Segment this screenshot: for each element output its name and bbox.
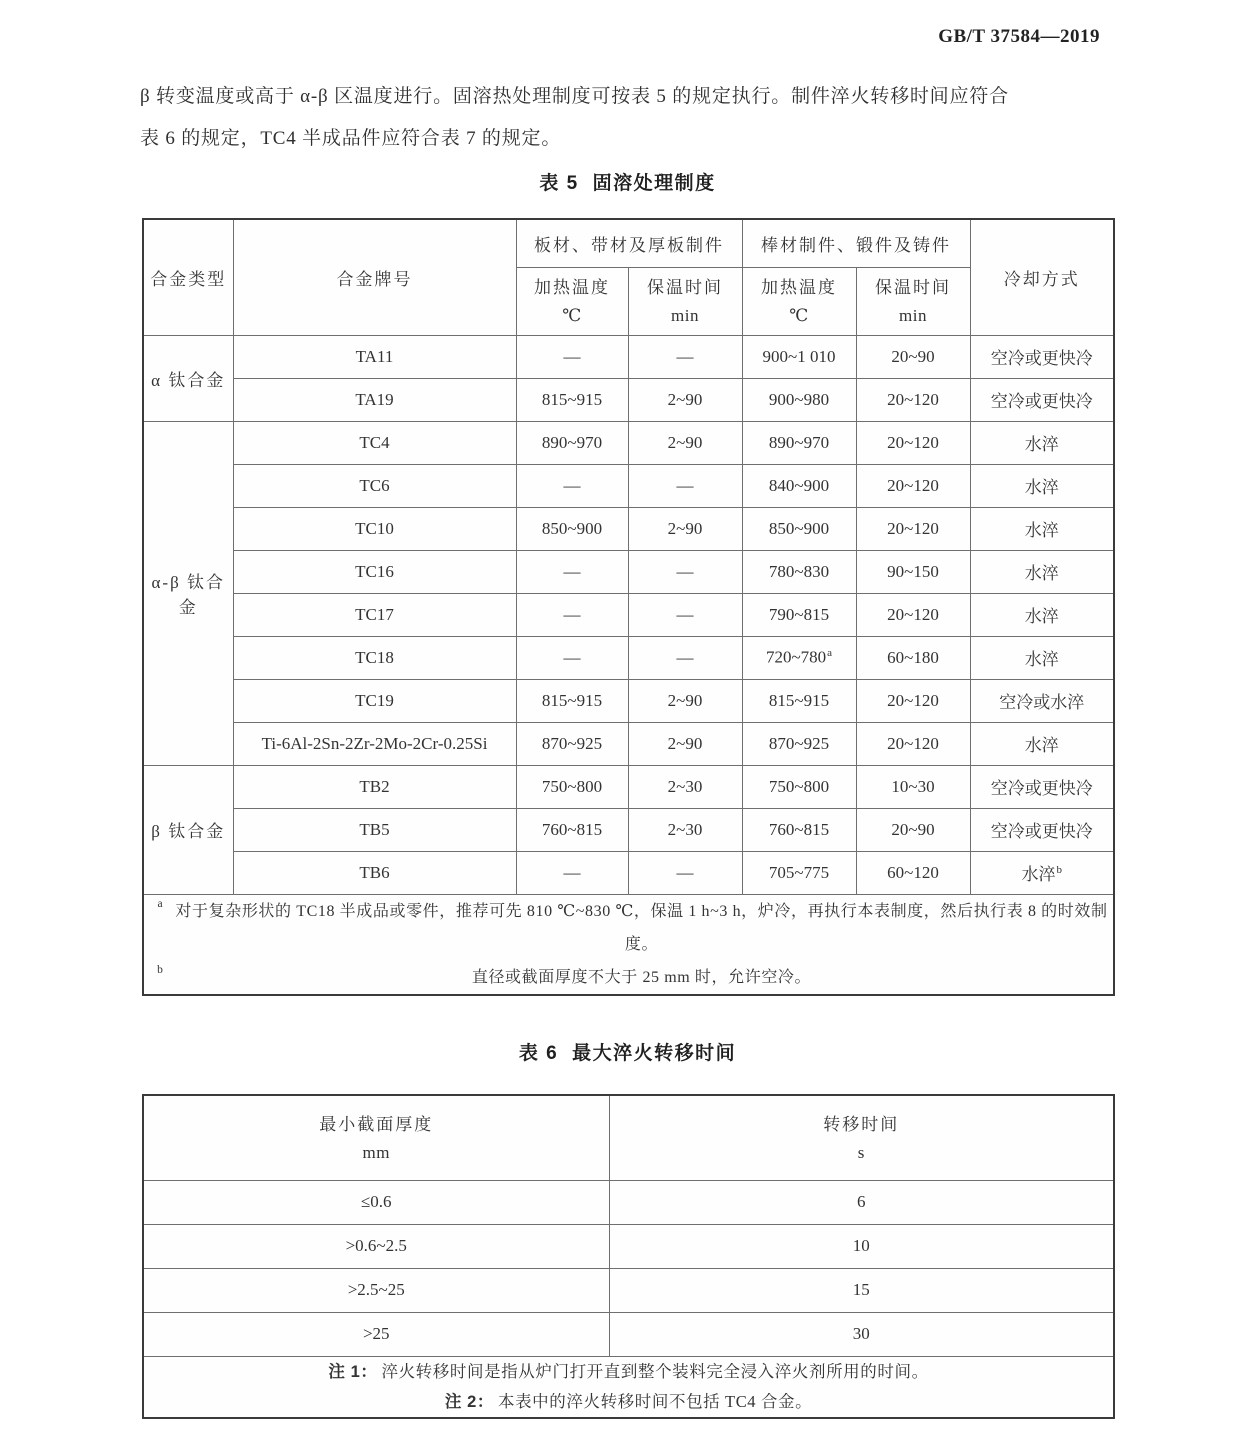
cooling-cell: 空冷或更快冷 — [970, 765, 1114, 808]
table5-footnotes — [143, 894, 1114, 995]
cooling-cell: 水淬 — [970, 636, 1114, 679]
alloy-grade-cell: TB5 — [233, 808, 516, 851]
table-row-ta11 — [143, 335, 1114, 378]
table-row-tc17 — [143, 593, 1114, 636]
sheet-time-cell: — — [628, 464, 742, 507]
alloy-grade-cell: TC10 — [233, 507, 516, 550]
thickness-unit-label: mm — [362, 1142, 390, 1162]
note-1-text: 淬火转移时间是指从炉门打开直到整个装料完全浸入淬火剂所用的时间。 — [381, 1361, 929, 1381]
note-2-text: 本表中的淬火转移时间不包括 TC4 合金。 — [497, 1391, 813, 1411]
header-sheet-heat-temp — [516, 267, 628, 335]
bar-temp-cell: 750~800 — [742, 765, 856, 808]
note-1 — [147, 1357, 1110, 1387]
bar-temp-cell: 815~915 — [742, 679, 856, 722]
sheet-temp-cell: — — [516, 550, 628, 593]
header-bar-hold-time — [856, 267, 970, 335]
bar-temp-cell: 900~980 — [742, 378, 856, 421]
cooling-cell: 水淬 — [970, 550, 1114, 593]
time-unit-label: min — [671, 306, 699, 325]
header-min-thickness — [143, 1095, 609, 1180]
header-sheet-hold-time — [628, 267, 742, 335]
sheet-time-cell: 2~90 — [628, 507, 742, 550]
table-row-tc10 — [143, 507, 1114, 550]
temp-unit-label: ℃ — [789, 306, 809, 325]
sheet-temp-cell: 870~925 — [516, 722, 628, 765]
heat-temp-label: 加热温度 — [534, 278, 610, 297]
alloy-grade-cell: TB2 — [233, 765, 516, 808]
header-group-bar: 棒材制件、锻件及铸件 — [742, 219, 970, 267]
table-row-tc19 — [143, 679, 1114, 722]
bar-temp-cell: 840~900 — [742, 464, 856, 507]
note-2 — [147, 1387, 1110, 1417]
bar-temp-cell: 780~830 — [742, 550, 856, 593]
bar-temp-cell: 790~815 — [742, 593, 856, 636]
sheet-temp-cell: — — [516, 593, 628, 636]
note-2-label: 注 2： — [444, 1392, 494, 1411]
table5 — [142, 218, 1115, 996]
alloy-grade-cell: TC6 — [233, 464, 516, 507]
thickness-cell: >2.5~25 — [143, 1268, 609, 1312]
cooling-cell: 空冷或更快冷 — [970, 335, 1114, 378]
footnote-a-text: 对于复杂形状的 TC18 半成品或零件，推荐可先 810 ℃~830 ℃，保温 1 h~3 h，炉冷，再执行本表制度，然后执行表 8 的时效制度。 — [175, 902, 1108, 953]
sheet-temp-cell: — — [516, 851, 628, 894]
alloy-grade-cell: TC16 — [233, 550, 516, 593]
sheet-time-cell: — — [628, 335, 742, 378]
bar-time-cell: 20~120 — [856, 679, 970, 722]
bar-temp-cell: 850~900 — [742, 507, 856, 550]
transfer-time-unit-label: s — [857, 1142, 865, 1162]
sheet-time-cell: — — [628, 636, 742, 679]
cooling-cell — [970, 851, 1114, 894]
cooling-cell: 水淬 — [970, 507, 1114, 550]
sheet-temp-cell: 750~800 — [516, 765, 628, 808]
sheet-time-cell: 2~90 — [628, 679, 742, 722]
table-row-ta19 — [143, 378, 1114, 421]
table-row-tb5 — [143, 808, 1114, 851]
intro-line-1: β 转变温度或高于 α-β 区温度进行。固溶热处理制度可按表 5 的规定执行。制件淬火转移时间应符合 — [140, 86, 1009, 107]
sheet-temp-cell: 815~915 — [516, 378, 628, 421]
note-1-label: 注 1： — [328, 1362, 378, 1381]
alloy-type-cell: β 钛合金 — [143, 765, 233, 894]
alloy-grade-cell: Ti-6Al-2Sn-2Zr-2Mo-2Cr-0.25Si — [233, 722, 516, 765]
intro-paragraph — [140, 76, 1118, 160]
footnote-b-marker: b — [157, 963, 163, 976]
bar-temp-cell: 705~775 — [742, 851, 856, 894]
header-cooling: 冷却方式 — [970, 219, 1114, 335]
sheet-temp-cell: — — [516, 464, 628, 507]
time-unit-label: min — [899, 306, 927, 325]
bar-time-cell: 20~120 — [856, 378, 970, 421]
sheet-time-cell: — — [628, 550, 742, 593]
sheet-temp-cell: 850~900 — [516, 507, 628, 550]
header-group-sheet: 板材、带材及厚板制件 — [516, 219, 742, 267]
alloy-grade-cell: TC17 — [233, 593, 516, 636]
cooling-cell: 水淬 — [970, 421, 1114, 464]
table6-header-row — [143, 1095, 1114, 1180]
header-alloy-type: 合金类型 — [143, 219, 233, 335]
hold-time-label: 保温时间 — [875, 278, 951, 297]
header-transfer-time — [609, 1095, 1114, 1180]
table6 — [142, 1094, 1115, 1419]
bar-time-cell: 20~120 — [856, 507, 970, 550]
heat-temp-label: 加热温度 — [761, 278, 837, 297]
bar-time-cell: 90~150 — [856, 550, 970, 593]
bar-temp-cell: 870~925 — [742, 722, 856, 765]
time-cell: 10 — [609, 1224, 1114, 1268]
thickness-cell: >25 — [143, 1312, 609, 1356]
bar-time-cell: 20~90 — [856, 808, 970, 851]
time-cell: 15 — [609, 1268, 1114, 1312]
sheet-temp-cell: — — [516, 335, 628, 378]
table6-notes — [143, 1356, 1114, 1418]
cooling-value: 水淬 — [1021, 865, 1056, 884]
table-row-tc18 — [143, 636, 1114, 679]
cooling-cell: 水淬 — [970, 464, 1114, 507]
thickness-cell: ≤0.6 — [143, 1180, 609, 1224]
thickness-label: 最小截面厚度 — [319, 1114, 434, 1134]
sheet-time-cell: — — [628, 851, 742, 894]
sheet-time-cell: 2~90 — [628, 421, 742, 464]
table-row-t6-1 — [143, 1180, 1114, 1224]
table-row-ti6al — [143, 722, 1114, 765]
temp-unit-label: ℃ — [562, 306, 582, 325]
sheet-temp-cell: 815~915 — [516, 679, 628, 722]
transfer-time-label: 转移时间 — [823, 1114, 900, 1134]
table-row-tb6 — [143, 851, 1114, 894]
bar-time-cell: 60~180 — [856, 636, 970, 679]
sheet-temp-cell: — — [516, 636, 628, 679]
cooling-cell: 水淬 — [970, 593, 1114, 636]
table5-title-number: 表 5 — [539, 173, 579, 194]
thickness-cell: >0.6~2.5 — [143, 1224, 609, 1268]
table-row-t6-3 — [143, 1268, 1114, 1312]
table-row-t6-4 — [143, 1312, 1114, 1356]
intro-line-2: 表 6 的规定，TC4 半成品件应符合表 7 的规定。 — [140, 128, 562, 149]
table-row-tc6 — [143, 464, 1114, 507]
hold-time-label: 保温时间 — [647, 278, 723, 297]
doc-number: GB/T 37584—2019 — [938, 26, 1100, 47]
bar-time-cell: 20~120 — [856, 722, 970, 765]
sheet-temp-cell: 890~970 — [516, 421, 628, 464]
sheet-time-cell: 2~90 — [628, 378, 742, 421]
table-row-t6-2 — [143, 1224, 1114, 1268]
footnote-ref-b: b — [1056, 864, 1062, 877]
alloy-grade-cell: TA11 — [233, 335, 516, 378]
bar-time-cell: 20~90 — [856, 335, 970, 378]
time-cell: 6 — [609, 1180, 1114, 1224]
cooling-cell: 空冷或更快冷 — [970, 808, 1114, 851]
footnote-b-text: 直径或截面厚度不大于 25 mm 时，允许空冷。 — [471, 968, 812, 986]
alloy-type-cell: α 钛合金 — [143, 335, 233, 421]
header-bar-heat-temp — [742, 267, 856, 335]
time-cell: 30 — [609, 1312, 1114, 1356]
bar-time-cell: 20~120 — [856, 421, 970, 464]
bar-time-cell: 20~120 — [856, 464, 970, 507]
table5-header-row-1 — [143, 219, 1114, 267]
bar-temp-cell: 760~815 — [742, 808, 856, 851]
bar-time-cell: 10~30 — [856, 765, 970, 808]
sheet-time-cell: 2~90 — [628, 722, 742, 765]
footnote-a — [147, 895, 1110, 961]
bar-time-cell: 60~120 — [856, 851, 970, 894]
bar-temp-cell: 900~1 010 — [742, 335, 856, 378]
sheet-time-cell: 2~30 — [628, 808, 742, 851]
cooling-cell: 空冷或水淬 — [970, 679, 1114, 722]
table-row-tc16 — [143, 550, 1114, 593]
alloy-grade-cell: TC18 — [233, 636, 516, 679]
footnote-ref-a: a — [827, 647, 833, 660]
table6-notes-row — [143, 1356, 1114, 1418]
table5-title — [142, 168, 1113, 195]
footnote-a-marker: a — [157, 897, 163, 910]
cooling-cell: 水淬 — [970, 722, 1114, 765]
alloy-grade-cell: TB6 — [233, 851, 516, 894]
sheet-time-cell: — — [628, 593, 742, 636]
bar-temp-cell: 890~970 — [742, 421, 856, 464]
table5-footnote-row — [143, 894, 1114, 995]
table6-title — [142, 1038, 1113, 1065]
sheet-temp-cell: 760~815 — [516, 808, 628, 851]
table6-title-number: 表 6 — [518, 1043, 559, 1064]
bar-time-cell: 20~120 — [856, 593, 970, 636]
alloy-type-cell: α-β 钛合金 — [143, 421, 233, 765]
bar-temp-cell — [742, 636, 856, 679]
alloy-grade-cell: TA19 — [233, 378, 516, 421]
footnote-b — [147, 961, 1110, 994]
table-row-tc4 — [143, 421, 1114, 464]
cooling-cell: 空冷或更快冷 — [970, 378, 1114, 421]
alloy-grade-cell: TC19 — [233, 679, 516, 722]
table6-title-text: 最大淬火转移时间 — [572, 1043, 737, 1064]
table-row-tb2 — [143, 765, 1114, 808]
sheet-time-cell: 2~30 — [628, 765, 742, 808]
header-alloy-grade: 合金牌号 — [233, 219, 516, 335]
alloy-grade-cell: TC4 — [233, 421, 516, 464]
table5-title-text: 固溶处理制度 — [592, 173, 716, 194]
bar-temp-value: 720~780 — [765, 647, 827, 667]
